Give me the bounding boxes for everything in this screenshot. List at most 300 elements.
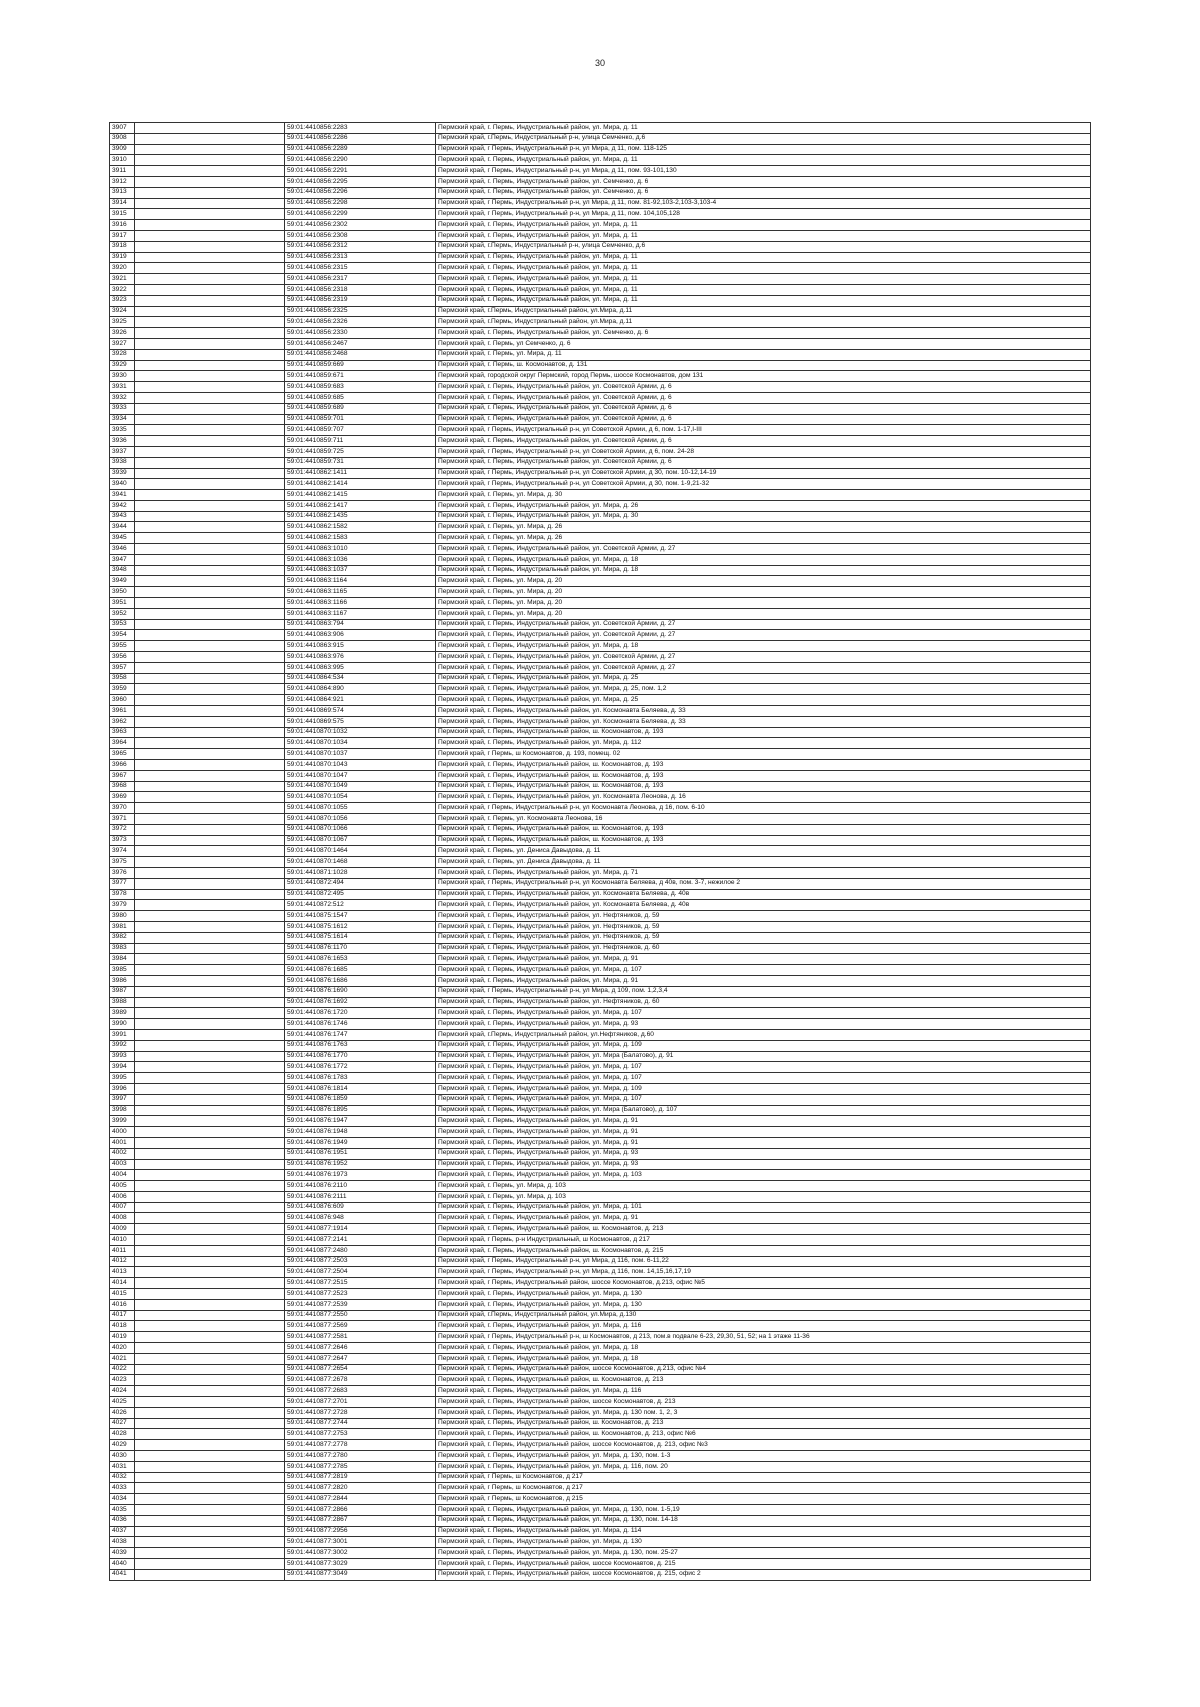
table-row — [110, 1094, 1091, 1105]
table-row — [110, 425, 1091, 436]
blank-cell — [135, 738, 285, 749]
blank-cell — [135, 1202, 285, 1213]
blank-cell — [135, 1483, 285, 1494]
row-number-cell: 3934 — [110, 414, 135, 425]
address-cell: Пермский край, г. Пермь, Индустриальный район, шоссе Космонавтов, д. 215, офис 2 — [436, 1569, 1091, 1580]
cadastral-number-cell: 59:01:4410856:2295 — [285, 176, 436, 187]
cadastral-number-cell: 59:01:4410877:2504 — [285, 1267, 436, 1278]
table-row — [110, 587, 1091, 598]
table-row — [110, 814, 1091, 825]
blank-cell — [135, 824, 285, 835]
row-number-cell: 4016 — [110, 1299, 135, 1310]
address-cell: Пермский край, г.Пермь, Индустриальный район, ул.Мира, д.11 — [436, 317, 1091, 328]
address-cell: Пермский край, г. Пермь, Индустриальный район, ул. Нефтяников, д. 59 — [436, 932, 1091, 943]
blank-cell — [135, 1073, 285, 1084]
blank-cell — [135, 446, 285, 457]
row-number-cell: 3945 — [110, 533, 135, 544]
blank-cell — [135, 565, 285, 576]
address-cell: Пермский край, г.Пермь, Индустриальный р-н, улица Семченко, д.6 — [436, 241, 1091, 252]
row-number-cell: 3921 — [110, 274, 135, 285]
row-number-cell: 3912 — [110, 176, 135, 187]
address-cell: Пермский край, г Пермь, Индустриальный р-н, ул Советской Армии, д 6, пом. 24-28 — [436, 446, 1091, 457]
address-cell: Пермский край, г. Пермь, ш. Космонавтов, д. 131 — [436, 360, 1091, 371]
row-number-cell: 4009 — [110, 1224, 135, 1235]
address-cell: Пермский край, г. Пермь, ул. Мира, д. 103 — [436, 1191, 1091, 1202]
blank-cell — [135, 155, 285, 166]
address-cell: Пермский край, г.Пермь, Индустриальный район, ул.Мира, д.11 — [436, 306, 1091, 317]
address-cell: Пермский край, г. Пермь, Индустриальный район, ул. Мира, д. 11 — [436, 284, 1091, 295]
row-number-cell: 3914 — [110, 198, 135, 209]
table-row — [110, 1537, 1091, 1548]
address-cell: Пермский край, г. Пермь, Индустриальный район, ш. Космонавтов, д. 213, офис №6 — [436, 1429, 1091, 1440]
address-cell: Пермский край, г. Пермь, Индустриальный район, ул. Советской Армии, д. 6 — [436, 436, 1091, 447]
cadastral-number-cell: 59:01:4410862:1417 — [285, 500, 436, 511]
row-number-cell: 3925 — [110, 317, 135, 328]
blank-cell — [135, 630, 285, 641]
table-row — [110, 641, 1091, 652]
cadastral-number-cell: 59:01:4410877:2956 — [285, 1526, 436, 1537]
cadastral-number-cell: 59:01:4410856:2291 — [285, 166, 436, 177]
blank-cell — [135, 414, 285, 425]
blank-cell — [135, 932, 285, 943]
cadastral-number-cell: 59:01:4410877:3029 — [285, 1558, 436, 1569]
blank-cell — [135, 1256, 285, 1267]
table-row — [110, 1375, 1091, 1386]
row-number-cell: 4002 — [110, 1148, 135, 1159]
address-cell: Пермский край, г. Пермь, Индустриальный район, ул. Мира, д. 25 — [436, 695, 1091, 706]
row-number-cell: 3939 — [110, 468, 135, 479]
address-cell: Пермский край, г. Пермь, Индустриальный район, ул. Мира, д. 93 — [436, 1019, 1091, 1030]
row-number-cell: 3932 — [110, 392, 135, 403]
cadastral-number-cell: 59:01:4410870:1067 — [285, 835, 436, 846]
table-row — [110, 1170, 1091, 1181]
cadastral-number-cell: 59:01:4410856:2330 — [285, 328, 436, 339]
blank-cell — [135, 511, 285, 522]
cadastral-number-cell: 59:01:4410863:976 — [285, 652, 436, 663]
table-row — [110, 835, 1091, 846]
table-row — [110, 878, 1091, 889]
table-row — [110, 716, 1091, 727]
cadastral-number-cell: 59:01:4410876:1720 — [285, 1008, 436, 1019]
row-number-cell: 4015 — [110, 1289, 135, 1300]
cadastral-number-cell: 59:01:4410856:2468 — [285, 349, 436, 360]
cadastral-number-cell: 59:01:4410871:1028 — [285, 867, 436, 878]
address-cell: Пермский край, г. Пермь, Индустриальный район, шоссе Космонавтов, д. 213 — [436, 1397, 1091, 1408]
cadastral-number-cell: 59:01:4410859:711 — [285, 436, 436, 447]
address-cell: Пермский край, г. Пермь, Индустриальный район, ул. Мира, д. 26 — [436, 500, 1091, 511]
table-row — [110, 1289, 1091, 1300]
cadastral-number-cell: 59:01:4410862:1414 — [285, 479, 436, 490]
cadastral-number-cell: 59:01:4410876:1951 — [285, 1148, 436, 1159]
address-cell: Пермский край, г. Пермь, Индустриальный район, ул. Мира, д. 71 — [436, 867, 1091, 878]
blank-cell — [135, 1245, 285, 1256]
table-row — [110, 1051, 1091, 1062]
row-number-cell: 3949 — [110, 576, 135, 587]
row-number-cell: 3963 — [110, 727, 135, 738]
cadastral-number-cell: 59:01:4410864:534 — [285, 673, 436, 684]
table-row — [110, 1353, 1091, 1364]
row-number-cell: 3951 — [110, 598, 135, 609]
cadastral-number-cell: 59:01:4410877:2753 — [285, 1429, 436, 1440]
blank-cell — [135, 1278, 285, 1289]
cadastral-number-cell: 59:01:4410876:1783 — [285, 1073, 436, 1084]
cadastral-number-cell: 59:01:4410877:2480 — [285, 1245, 436, 1256]
blank-cell — [135, 187, 285, 198]
cadastral-number-cell: 59:01:4410870:1032 — [285, 727, 436, 738]
table-row — [110, 1558, 1091, 1569]
row-number-cell: 3942 — [110, 500, 135, 511]
row-number-cell: 3908 — [110, 133, 135, 144]
blank-cell — [135, 198, 285, 209]
address-cell: Пермский край, г. Пермь, ул. Мира, д. 30 — [436, 490, 1091, 501]
blank-cell — [135, 792, 285, 803]
address-cell: Пермский край, г. Пермь, ул. Мира, д. 11 — [436, 349, 1091, 360]
table-row — [110, 565, 1091, 576]
table-row — [110, 695, 1091, 706]
blank-cell — [135, 706, 285, 717]
blank-cell — [135, 1008, 285, 1019]
table-row — [110, 1137, 1091, 1148]
blank-cell — [135, 911, 285, 922]
blank-cell — [135, 1537, 285, 1548]
row-number-cell: 4025 — [110, 1397, 135, 1408]
cadastral-number-cell: 59:01:4410856:2312 — [285, 241, 436, 252]
blank-cell — [135, 220, 285, 231]
address-cell: Пермский край, г. Пермь, ул. Мира, д. 103 — [436, 1181, 1091, 1192]
blank-cell — [135, 1235, 285, 1246]
table-row — [110, 1062, 1091, 1073]
row-number-cell: 4001 — [110, 1137, 135, 1148]
address-cell: Пермский край, г. Пермь, Индустриальный район, ул. Мира, д. 11 — [436, 263, 1091, 274]
address-cell: Пермский край, г. Пермь, Индустриальный район, ул. Мира, д. 11 — [436, 274, 1091, 285]
blank-cell — [135, 176, 285, 187]
table-row — [110, 1148, 1091, 1159]
row-number-cell: 3959 — [110, 684, 135, 695]
table-row — [110, 500, 1091, 511]
row-number-cell: 4010 — [110, 1235, 135, 1246]
address-cell: Пермский край, г Пермь, Индустриальный р-н, ул Советской Армии, д 30, пом. 1-9,21-32 — [436, 479, 1091, 490]
row-number-cell: 3987 — [110, 986, 135, 997]
row-number-cell: 3975 — [110, 857, 135, 868]
row-number-cell: 3967 — [110, 770, 135, 781]
cadastral-number-cell: 59:01:4410877:2785 — [285, 1461, 436, 1472]
table-row — [110, 662, 1091, 673]
table-row — [110, 317, 1091, 328]
table-row — [110, 1181, 1091, 1192]
table-row — [110, 1040, 1091, 1051]
cadastral-number-cell: 59:01:4410859:671 — [285, 371, 436, 382]
address-cell: Пермский край, г. Пермь, Индустриальный район, ул. Мира, д. 11 — [436, 295, 1091, 306]
table-row — [110, 176, 1091, 187]
row-number-cell: 3962 — [110, 716, 135, 727]
address-cell: Пермский край, г. Пермь, Индустриальный район, ул. Нефтяников, д. 60 — [436, 943, 1091, 954]
blank-cell — [135, 252, 285, 263]
cadastral-number-cell: 59:01:4410877:2820 — [285, 1483, 436, 1494]
table-row — [110, 1386, 1091, 1397]
blank-cell — [135, 1558, 285, 1569]
table-row — [110, 1008, 1091, 1019]
cadastral-number-cell: 59:01:4410876:1948 — [285, 1127, 436, 1138]
table-row — [110, 1548, 1091, 1559]
address-cell: Пермский край, г. Пермь, Индустриальный район, ул. Мира, д. 107 — [436, 1008, 1091, 1019]
blank-cell — [135, 360, 285, 371]
blank-cell — [135, 1148, 285, 1159]
blank-cell — [135, 921, 285, 932]
table-row — [110, 684, 1091, 695]
registry-body — [110, 123, 1091, 1581]
row-number-cell: 3971 — [110, 814, 135, 825]
address-cell: Пермский край, г. Пермь, Индустриальный район, ул. Мира, д. 18 — [436, 554, 1091, 565]
blank-cell — [135, 1505, 285, 1516]
cadastral-number-cell: 59:01:4410863:906 — [285, 630, 436, 641]
address-cell: Пермский край, г Пермь, Индустриальный р-н, ул Мира, д 116, пом. 14,15,16,17,19 — [436, 1267, 1091, 1278]
cadastral-number-cell: 59:01:4410863:1165 — [285, 587, 436, 598]
table-row — [110, 263, 1091, 274]
address-cell: Пермский край, г Пермь, Индустриальный р-н, ул Космонавта Леонова, д 16, пом. 6-10 — [436, 803, 1091, 814]
blank-cell — [135, 1310, 285, 1321]
blank-cell — [135, 695, 285, 706]
table-row — [110, 1310, 1091, 1321]
cadastral-number-cell: 59:01:4410875:1614 — [285, 932, 436, 943]
cadastral-number-cell: 59:01:4410870:1468 — [285, 857, 436, 868]
table-row — [110, 1407, 1091, 1418]
address-cell: Пермский край, г. Пермь, Индустриальный район, ул. Семченко, д. 6 — [436, 187, 1091, 198]
cadastral-number-cell: 59:01:4410876:2111 — [285, 1191, 436, 1202]
address-cell: Пермский край, г. Пермь, Индустриальный район, ул. Советской Армии, д. 27 — [436, 662, 1091, 673]
table-row — [110, 198, 1091, 209]
table-row — [110, 328, 1091, 339]
blank-cell — [135, 608, 285, 619]
cadastral-number-cell: 59:01:4410877:2780 — [285, 1451, 436, 1462]
table-row — [110, 522, 1091, 533]
address-cell: Пермский край, г. Пермь, Индустриальный район, ул. Космонавта Беляева, д. 40в — [436, 900, 1091, 911]
blank-cell — [135, 889, 285, 900]
cadastral-number-cell: 59:01:4410859:701 — [285, 414, 436, 425]
address-cell: Пермский край, г. Пермь, Индустриальный район, ул. Мира, д. 93 — [436, 1159, 1091, 1170]
row-number-cell: 3977 — [110, 878, 135, 889]
cadastral-number-cell: 59:01:4410877:2701 — [285, 1397, 436, 1408]
row-number-cell: 3994 — [110, 1062, 135, 1073]
cadastral-number-cell: 59:01:4410856:2286 — [285, 133, 436, 144]
address-cell: Пермский край, г. Пермь, Индустриальный район, ул. Космонавта Беляева, д. 33 — [436, 706, 1091, 717]
page-number: 30 — [594, 58, 605, 68]
cadastral-number-cell: 59:01:4410877:2744 — [285, 1418, 436, 1429]
address-cell: Пермский край, г. Пермь, Индустриальный район, ш. Космонавтов, д. 213 — [436, 1224, 1091, 1235]
row-number-cell: 3999 — [110, 1116, 135, 1127]
row-number-cell: 3972 — [110, 824, 135, 835]
row-number-cell: 3970 — [110, 803, 135, 814]
blank-cell — [135, 835, 285, 846]
address-cell: Пермский край, г. Пермь, Индустриальный район, ул. Мира, д. 25 — [436, 673, 1091, 684]
cadastral-number-cell: 59:01:4410862:1582 — [285, 522, 436, 533]
table-row — [110, 673, 1091, 684]
row-number-cell: 4013 — [110, 1267, 135, 1278]
row-number-cell: 3952 — [110, 608, 135, 619]
row-number-cell: 3907 — [110, 123, 135, 134]
table-row — [110, 457, 1091, 468]
blank-cell — [135, 943, 285, 954]
table-row — [110, 1202, 1091, 1213]
table-row — [110, 144, 1091, 155]
row-number-cell: 3916 — [110, 220, 135, 231]
row-number-cell: 3944 — [110, 522, 135, 533]
address-cell: Пермский край, г. Пермь, ул. Мира, д. 20 — [436, 608, 1091, 619]
blank-cell — [135, 295, 285, 306]
row-number-cell: 3948 — [110, 565, 135, 576]
row-number-cell: 3991 — [110, 1029, 135, 1040]
row-number-cell: 3947 — [110, 554, 135, 565]
row-number-cell: 3927 — [110, 338, 135, 349]
cadastral-number-cell: 59:01:4410877:2678 — [285, 1375, 436, 1386]
table-row — [110, 1083, 1091, 1094]
cadastral-number-cell: 59:01:4410876:1686 — [285, 975, 436, 986]
cadastral-number-cell: 59:01:4410863:995 — [285, 662, 436, 673]
row-number-cell: 3928 — [110, 349, 135, 360]
table-row — [110, 965, 1091, 976]
row-number-cell: 3985 — [110, 965, 135, 976]
table-row — [110, 392, 1091, 403]
cadastral-number-cell: 59:01:4410856:2289 — [285, 144, 436, 155]
table-row — [110, 1191, 1091, 1202]
table-row — [110, 166, 1091, 177]
cadastral-number-cell: 59:01:4410877:2539 — [285, 1299, 436, 1310]
blank-cell — [135, 1386, 285, 1397]
blank-cell — [135, 727, 285, 738]
table-row — [110, 727, 1091, 738]
row-number-cell: 3933 — [110, 403, 135, 414]
table-row — [110, 608, 1091, 619]
row-number-cell: 3958 — [110, 673, 135, 684]
address-cell: Пермский край, г. Пермь, Индустриальный район, ул. Мира, д. 91 — [436, 1127, 1091, 1138]
blank-cell — [135, 1116, 285, 1127]
address-cell: Пермский край, г. Пермь, Индустриальный район, ул. Советской Армии, д. 6 — [436, 382, 1091, 393]
blank-cell — [135, 1321, 285, 1332]
row-number-cell: 3955 — [110, 641, 135, 652]
row-number-cell: 4026 — [110, 1407, 135, 1418]
address-cell: Пермский край, г. Пермь, Индустриальный район, ул. Мира, д. 11 — [436, 123, 1091, 134]
blank-cell — [135, 1029, 285, 1040]
address-cell: Пермский край, г Пермь, Индустриальный р-н, ул Мира, д 11, пом. 104,105,128 — [436, 209, 1091, 220]
row-number-cell: 3953 — [110, 619, 135, 630]
blank-cell — [135, 544, 285, 555]
blank-cell — [135, 684, 285, 695]
address-cell: Пермский край, г Пермь, Индустриальный р-н, ул Мира, д 11, пом. 93-101,130 — [436, 166, 1091, 177]
blank-cell — [135, 1461, 285, 1472]
row-number-cell: 3931 — [110, 382, 135, 393]
blank-cell — [135, 662, 285, 673]
address-cell: Пермский край, г. Пермь, ул. Космонавта Леонова, 16 — [436, 814, 1091, 825]
blank-cell — [135, 846, 285, 857]
cadastral-number-cell: 59:01:4410876:948 — [285, 1213, 436, 1224]
row-number-cell: 3920 — [110, 263, 135, 274]
table-row — [110, 1213, 1091, 1224]
row-number-cell: 4021 — [110, 1353, 135, 1364]
table-row — [110, 1569, 1091, 1580]
row-number-cell: 3969 — [110, 792, 135, 803]
row-number-cell: 4012 — [110, 1256, 135, 1267]
address-cell: Пермский край, г. Пермь, Индустриальный район, ул. Мира, д. 130 — [436, 1289, 1091, 1300]
table-row — [110, 1116, 1091, 1127]
table-row — [110, 1321, 1091, 1332]
table-row — [110, 284, 1091, 295]
row-number-cell: 3917 — [110, 230, 135, 241]
cadastral-number-cell: 59:01:4410856:2299 — [285, 209, 436, 220]
address-cell: Пермский край, г. Пермь, Индустриальный район, ул. Советской Армии, д. 6 — [436, 457, 1091, 468]
table-row — [110, 1505, 1091, 1516]
blank-cell — [135, 554, 285, 565]
address-cell: Пермский край, г. Пермь, Индустриальный район, ул. Мира, д. 91 — [436, 975, 1091, 986]
address-cell: Пермский край, г. Пермь, Индустриальный район, ул. Мира, д. 11 — [436, 252, 1091, 263]
table-row — [110, 1494, 1091, 1505]
row-number-cell: 3978 — [110, 889, 135, 900]
table-row — [110, 414, 1091, 425]
address-cell: Пермский край, г. Пермь, Индустриальный район, ул. Семченко, д. 6 — [436, 328, 1091, 339]
table-row — [110, 1159, 1091, 1170]
blank-cell — [135, 284, 285, 295]
blank-cell — [135, 1494, 285, 1505]
address-cell: Пермский край, г. Пермь, Индустриальный район, ул. Мира, д. 130 — [436, 1537, 1091, 1548]
blank-cell — [135, 522, 285, 533]
cadastral-number-cell: 59:01:4410863:1167 — [285, 608, 436, 619]
table-row — [110, 619, 1091, 630]
blank-cell — [135, 533, 285, 544]
cadastral-number-cell: 59:01:4410856:2302 — [285, 220, 436, 231]
cadastral-number-cell: 59:01:4410870:1043 — [285, 760, 436, 771]
blank-cell — [135, 490, 285, 501]
table-row — [110, 436, 1091, 447]
blank-cell — [135, 857, 285, 868]
table-row — [110, 1224, 1091, 1235]
cadastral-number-cell: 59:01:4410863:1166 — [285, 598, 436, 609]
row-number-cell: 3910 — [110, 155, 135, 166]
address-cell: Пермский край, г. Пермь, Индустриальный район, ул. Космонавта Беляева, д. 40в — [436, 889, 1091, 900]
address-cell: Пермский край, г. Пермь, Индустриальный район, ул. Мира, д. 116 — [436, 1386, 1091, 1397]
address-cell: Пермский край, г. Пермь, Индустриальный район, ул. Мира, д. 91 — [436, 1137, 1091, 1148]
address-cell: Пермский край, г Пермь, р-н Индустриальный, ш Космонавтов, д 217 — [436, 1235, 1091, 1246]
cadastral-number-cell: 59:01:4410877:3001 — [285, 1537, 436, 1548]
address-cell: Пермский край, г. Пермь, Индустриальный район, ул. Мира, д. 116 — [436, 1321, 1091, 1332]
blank-cell — [135, 986, 285, 997]
blank-cell — [135, 900, 285, 911]
address-cell: Пермский край, г.Пермь, Индустриальный район, ул.Нефтяников, д.60 — [436, 1029, 1091, 1040]
table-row — [110, 295, 1091, 306]
blank-cell — [135, 1094, 285, 1105]
cadastral-number-cell: 59:01:4410876:609 — [285, 1202, 436, 1213]
cadastral-number-cell: 59:01:4410876:1895 — [285, 1105, 436, 1116]
row-number-cell: 4014 — [110, 1278, 135, 1289]
cadastral-number-cell: 59:01:4410859:731 — [285, 457, 436, 468]
blank-cell — [135, 1418, 285, 1429]
blank-cell — [135, 954, 285, 965]
row-number-cell: 3964 — [110, 738, 135, 749]
blank-cell — [135, 576, 285, 587]
address-cell: Пермский край, г Пермь, Индустриальный р-н, ул Мира, д 116, пом. 6-11,22 — [436, 1256, 1091, 1267]
address-cell: Пермский край, г Пермь, Индустриальный р-н, ш Космонавтов, д 213, пом.в подвале 6-23, 29,30, 51, 52; на 1 этаже 11-36 — [436, 1332, 1091, 1343]
blank-cell — [135, 652, 285, 663]
address-cell: Пермский край, г. Пермь, Индустриальный район, ул. Мира, д. 130, пом. 25-27 — [436, 1548, 1091, 1559]
row-number-cell: 4040 — [110, 1558, 135, 1569]
cadastral-number-cell: 59:01:4410877:2866 — [285, 1505, 436, 1516]
address-cell: Пермский край, г. Пермь, Индустриальный район, ул. Советской Армии, д. 27 — [436, 652, 1091, 663]
row-number-cell: 4030 — [110, 1451, 135, 1462]
blank-cell — [135, 760, 285, 771]
cadastral-number-cell: 59:01:4410877:2778 — [285, 1440, 436, 1451]
cadastral-number-cell: 59:01:4410876:1814 — [285, 1083, 436, 1094]
cadastral-number-cell: 59:01:4410876:1170 — [285, 943, 436, 954]
address-cell: Пермский край, г. Пермь, ул. Мира, д. 20 — [436, 598, 1091, 609]
cadastral-number-cell: 59:01:4410877:2647 — [285, 1353, 436, 1364]
table-row — [110, 1267, 1091, 1278]
